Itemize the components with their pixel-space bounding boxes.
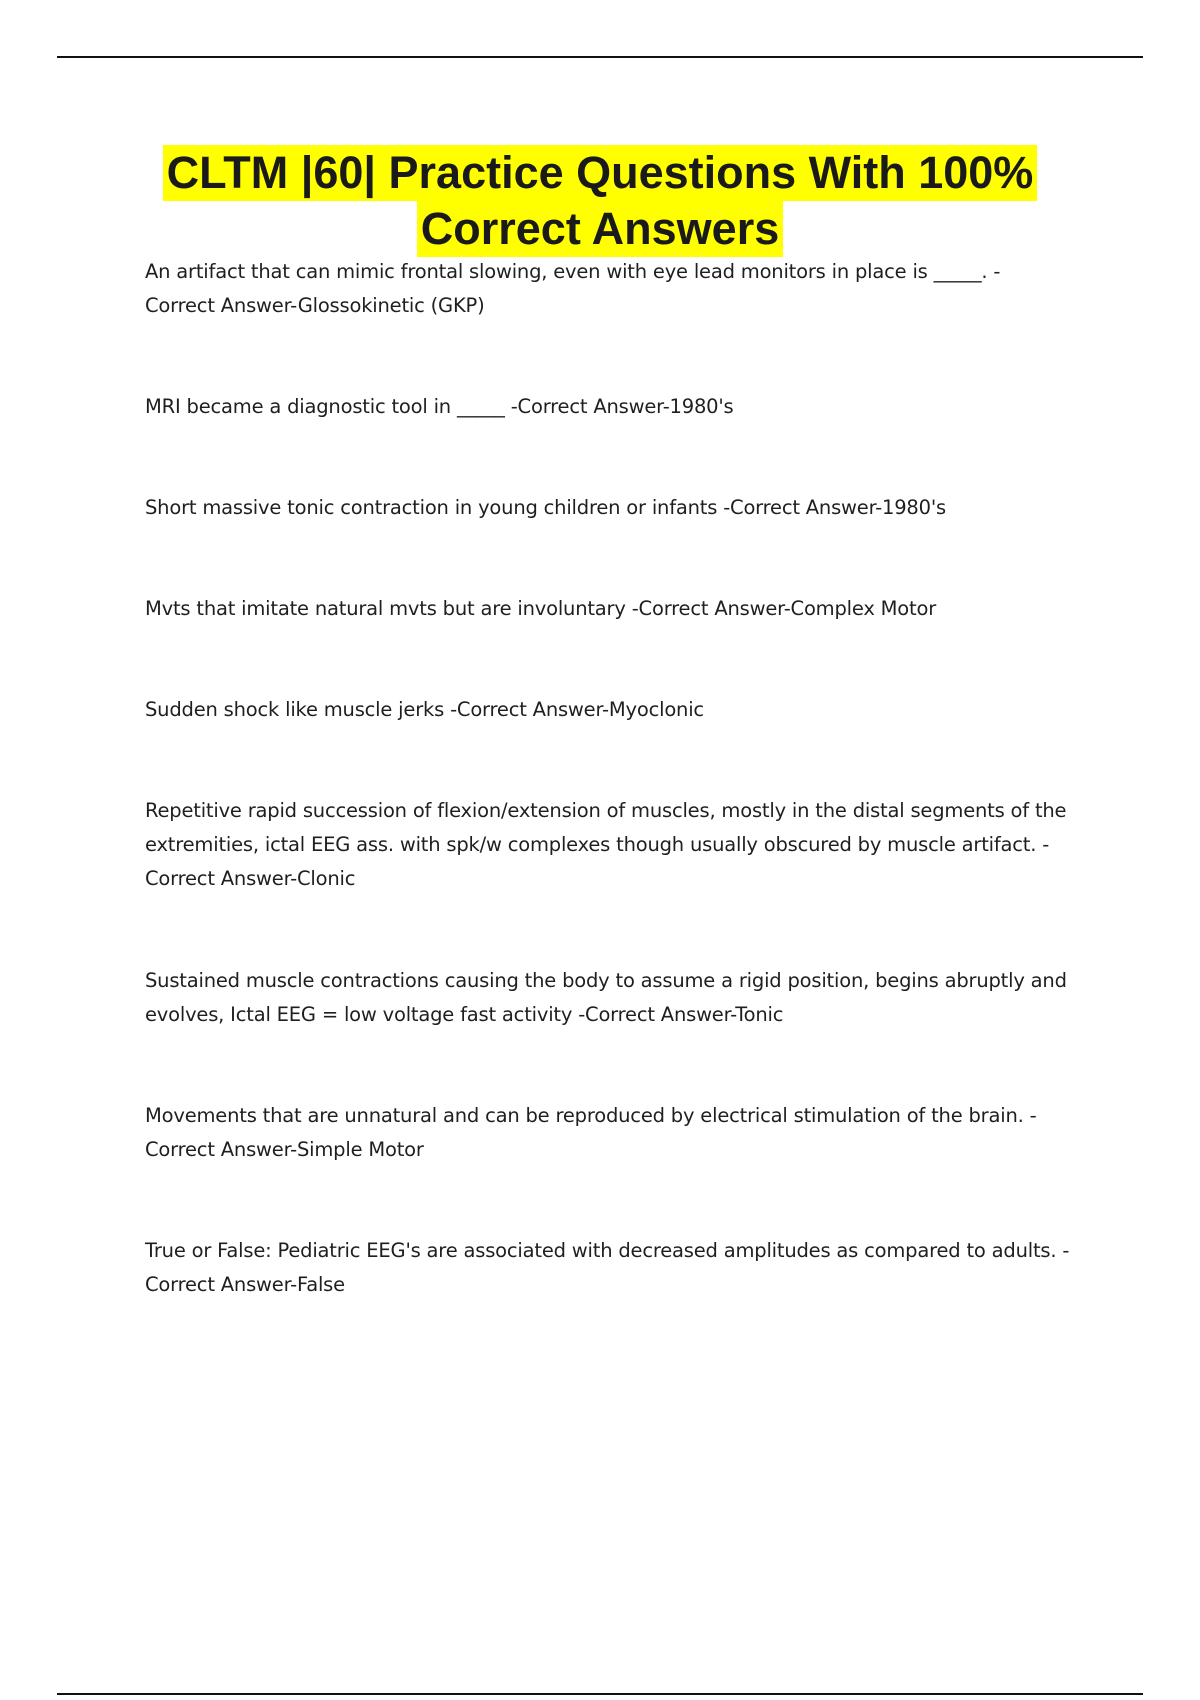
qa-line: Correct Answer-False — [145, 1273, 345, 1296]
qa-line: MRI became a diagnostic tool in _____ -Correct Answer-1980's — [145, 395, 734, 418]
qa-line: True or False: Pediatric EEG's are associated with decreased amplitudes as compared to adults. - — [145, 1239, 1070, 1262]
qa-line: evolves, Ictal EEG = low voltage fast activity -Correct Answer-Tonic — [145, 1003, 784, 1026]
title-line-2: Correct Answers — [417, 201, 783, 257]
bottom-rule — [57, 1693, 1143, 1695]
qa-line: Correct Answer-Glossokinetic (GKP) — [145, 294, 485, 317]
qa-line: extremities, ictal EEG ass. with spk/w complexes though usually obscured by muscle artifact. - — [145, 833, 1050, 856]
qa-line: Mvts that imitate natural mvts but are involuntary -Correct Answer-Complex Motor — [145, 597, 937, 620]
qa-line: An artifact that can mimic frontal slowing, even with eye lead monitors in place is _____. - — [145, 260, 1001, 283]
qa-item-3 — [145, 491, 1095, 525]
qa-line: Movements that are unnatural and can be reproduced by electrical stimulation of the brain. - — [145, 1104, 1037, 1127]
qa-item-1 — [145, 255, 1095, 323]
qa-item-9 — [145, 1234, 1095, 1302]
qa-item-6 — [145, 794, 1095, 896]
qa-item-2 — [145, 390, 1095, 424]
qa-line: Sustained muscle contractions causing the body to assume a rigid position, begins abruptly and — [145, 969, 1067, 992]
qa-line: Repetitive rapid succession of flexion/extension of muscles, mostly in the distal segments of the — [145, 799, 1067, 822]
qa-item-8 — [145, 1099, 1095, 1167]
qa-item-5 — [145, 693, 1095, 727]
qa-item-7 — [145, 964, 1095, 1032]
document-title — [0, 145, 1200, 257]
qa-item-4 — [145, 592, 1095, 626]
qa-line: Short massive tonic contraction in young children or infants -Correct Answer-1980's — [145, 496, 946, 519]
qa-line: Correct Answer-Simple Motor — [145, 1138, 424, 1161]
qa-line: Correct Answer-Clonic — [145, 867, 356, 890]
top-rule — [57, 56, 1143, 58]
title-line-1: CLTM |60| Practice Questions With 100% — [163, 145, 1038, 201]
qa-line: Sudden shock like muscle jerks -Correct Answer-Myoclonic — [145, 698, 704, 721]
